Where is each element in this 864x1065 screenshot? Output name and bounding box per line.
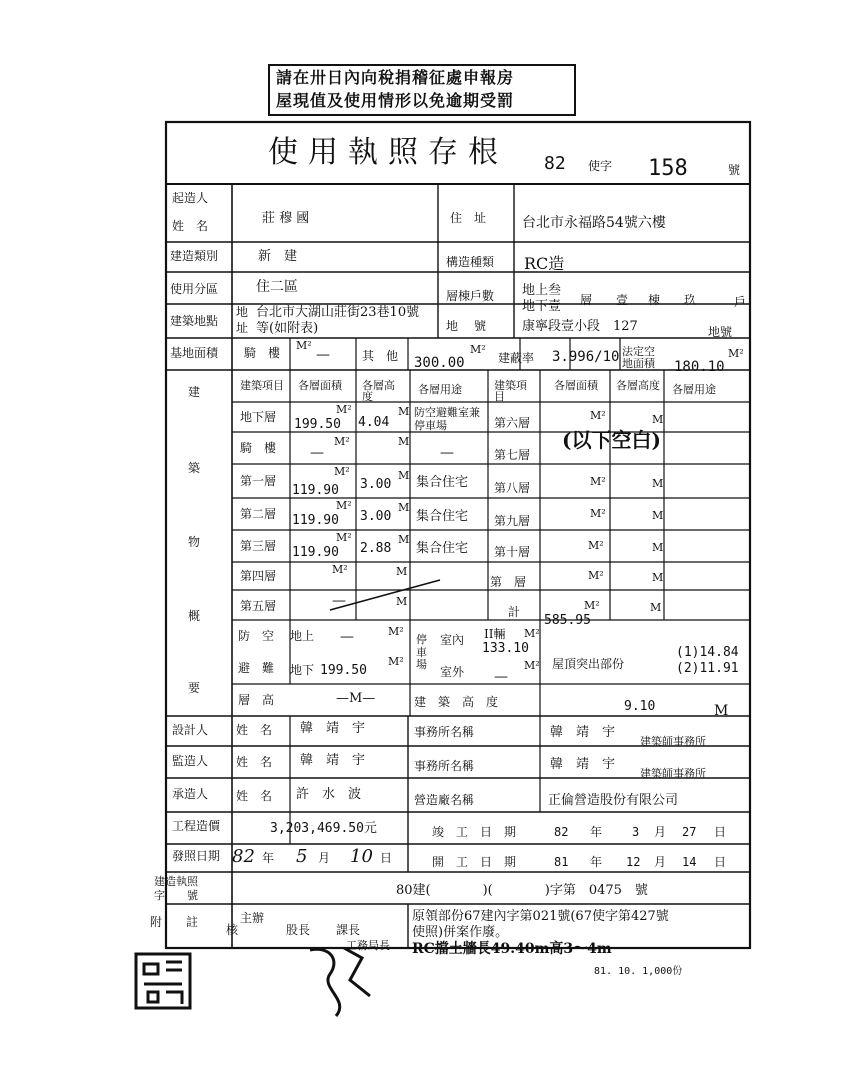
parking-in-unit: M² <box>524 627 540 640</box>
left-row-height: 3.00 <box>360 509 392 524</box>
building-height-label: 建 築 高 度 <box>414 695 499 709</box>
cost-label: 工程造價 <box>172 819 221 833</box>
shelter-label-b: 避 難 <box>238 661 275 675</box>
left-row-name: 地下層 <box>240 410 277 424</box>
floors-hu: 戶 <box>734 295 747 309</box>
parking-out-value: — <box>494 669 508 685</box>
owner-address: 台北市永福路54號六樓 <box>522 215 666 231</box>
left-row-name: 第一層 <box>240 474 277 488</box>
floors-below: 地下壹 <box>522 299 562 314</box>
shelter-label-a: 防 空 <box>238 629 275 643</box>
build-type-label: 建造類別 <box>170 249 219 263</box>
unit-m: M <box>652 413 664 426</box>
roof-label: 屋頂突出部份 <box>552 657 625 671</box>
site-address-2: 等(如附表) <box>256 321 319 336</box>
floors-above: 地上叁 <box>522 283 562 298</box>
legal-space-unit: M² <box>728 347 744 360</box>
unit-m2: M² <box>590 507 606 520</box>
ceng-height-value: —M— <box>336 691 376 706</box>
left-row-name: 第二層 <box>240 507 277 521</box>
shelter-above-unit: M² <box>388 625 404 638</box>
issue-yue: 月 <box>318 851 331 865</box>
notes-label: 附 註 <box>150 915 199 929</box>
contractor-firm: 正倫營造股份有限公司 <box>548 793 679 808</box>
left-row-area: 119.90 <box>292 513 339 528</box>
completion-date-label: 竣 工 日 期 <box>432 825 517 839</box>
start-yue: 月 <box>654 855 667 869</box>
unit-m: M <box>396 595 408 608</box>
unit-m: M <box>398 469 410 482</box>
completion-ri: 日 <box>714 825 727 839</box>
unit-m: M <box>398 533 410 546</box>
parking-out-label: 室外 <box>440 665 465 679</box>
contractor-firm-label: 營造廠名稱 <box>414 793 475 807</box>
below-blank-note: (以下空白) <box>562 428 661 452</box>
site-lot: 康寧段壹小段 127 <box>522 319 638 334</box>
right-row-name: 第九層 <box>494 514 531 528</box>
issue-label: 發照日期 <box>172 849 221 863</box>
area-other-unit: M² <box>470 343 486 356</box>
parking-in-value: 133.10 <box>482 641 529 656</box>
shelter-below-label: 地下 <box>290 663 315 677</box>
start-year: 81 <box>554 855 569 869</box>
right-row-name: 第六層 <box>494 416 531 430</box>
signoff-e: 工務局長 <box>346 939 390 952</box>
unit-m: M <box>652 571 664 584</box>
seal-mark-icon <box>134 952 192 1010</box>
coverage-label: 建蔽率 <box>498 351 535 365</box>
start-month: 12 <box>626 855 641 869</box>
site-label: 建築地點 <box>170 314 219 328</box>
zone-label: 使用分區 <box>170 282 219 296</box>
supervisor-name: 韓 靖 宇 <box>300 753 366 768</box>
print-footnote: 81. 10. 1,000份 <box>594 966 683 977</box>
legal-space-label-b: 地面積 <box>622 357 655 370</box>
form-hao: 號 <box>728 163 741 177</box>
area-arcade-unit: M² <box>296 339 312 352</box>
structure-label: 構造種類 <box>446 255 495 269</box>
unit-m2: M² <box>334 435 350 448</box>
permit-text: 80建( )( )字第 0475 號 <box>396 883 648 898</box>
owner-address-label: 住 址 <box>450 211 487 225</box>
left-row-use: — <box>440 445 454 461</box>
issue-month: 5 <box>296 846 308 867</box>
supervisor-name-label: 姓 名 <box>236 755 273 769</box>
right-row-name: 第七層 <box>494 448 531 462</box>
left-row-area: 199.50 <box>294 417 341 432</box>
designer-office-label: 事務所名稱 <box>414 725 475 739</box>
building-side-label-1: 建 <box>188 385 201 399</box>
signoff-b: 核 <box>226 923 239 937</box>
designer-label: 設計人 <box>172 723 209 737</box>
head-item-2: 建築項目 <box>494 379 527 403</box>
unit-m2: M² <box>336 531 352 544</box>
unit-m2: M² <box>588 569 604 582</box>
site-addr-label-a: 地 <box>236 305 249 319</box>
start-nian: 年 <box>590 855 603 869</box>
zone-value: 住二區 <box>256 279 298 295</box>
shelter-above-value: — <box>340 629 354 645</box>
form-title: 使用執照存根 <box>268 135 508 170</box>
floors-dong: 棟 <box>648 293 661 307</box>
start-day: 14 <box>682 855 697 869</box>
head-use-2: 各層用途 <box>672 383 716 396</box>
signature-mark-icon <box>300 940 380 1026</box>
site-addr-label-b: 址 <box>236 321 249 335</box>
completion-nian: 年 <box>590 825 603 839</box>
designer-name-label: 姓 名 <box>236 723 273 737</box>
start-ri: 日 <box>714 855 727 869</box>
ceng-height-label: 層 高 <box>238 693 275 707</box>
owner-label-a: 起造人 <box>172 191 209 205</box>
left-row-use: 防空避難室兼停車場 <box>414 406 480 433</box>
left-row-area: 119.90 <box>292 483 339 498</box>
total-value: 585.95 <box>544 613 591 628</box>
notes-text-1: 原領部份67建內字第021號(67使字第427號 <box>412 909 669 924</box>
left-row-name: 第五層 <box>240 599 277 613</box>
head-area-2: 各層面積 <box>554 379 598 392</box>
left-row-area: — <box>310 445 324 461</box>
left-row-area: — <box>332 593 346 609</box>
completion-year: 82 <box>554 825 569 839</box>
stamp-line-1: 請在卅日內向稅捐稽征處申報房 <box>276 68 515 87</box>
designer-name: 韓 靖 宇 <box>300 721 366 736</box>
total-label: 計 <box>508 605 521 619</box>
legal-space-label-a: 法定空 <box>622 345 655 358</box>
unit-m: M <box>652 509 664 522</box>
head-height: 各層高度 <box>362 379 395 403</box>
owner-name: 莊 穆 國 <box>262 211 310 226</box>
supervisor-office-suffix: 建築師事務所 <box>640 767 706 780</box>
form-use-char: 使字 <box>588 159 613 173</box>
area-label: 基地面積 <box>170 346 219 360</box>
left-row-name: 第三層 <box>240 539 277 553</box>
designer-office-suffix: 建築師事務所 <box>640 735 706 748</box>
floors-ceng: 層 <box>580 293 593 307</box>
left-row-name: 騎 樓 <box>240 441 277 455</box>
issue-year: 82 <box>232 846 255 867</box>
area-arcade-value: — <box>316 347 330 363</box>
legal-space-value: 180.10 <box>674 359 725 375</box>
unit-m: M <box>398 435 410 448</box>
notes-text-2: 使照)併案作廢。 <box>412 925 509 940</box>
unit-m2: M² <box>590 475 606 488</box>
building-side-label-3: 物 <box>188 535 201 549</box>
notes-text-3: RC擋土牆長49.40m高3～4m <box>412 941 612 957</box>
contractor-label: 承造人 <box>172 787 209 801</box>
area-arcade: 騎 樓 <box>244 346 281 360</box>
designer-office: 韓 靖 宇 <box>550 725 616 740</box>
permit-label-a: 建造執照 <box>154 875 198 888</box>
roof-value-1: (1)14.84 <box>676 645 739 660</box>
stamp-line-2: 屋現值及使用情形以免逾期受罰 <box>276 91 515 110</box>
building-side-label-5: 要 <box>188 681 201 695</box>
completion-month: 3 <box>632 825 640 839</box>
unit-m: M <box>652 477 664 490</box>
signoff-c: 股長 <box>286 923 311 937</box>
parking-count: II輛 <box>484 627 506 641</box>
left-row-height: 4.04 <box>358 415 390 430</box>
floors-count: 玖 <box>684 293 697 307</box>
shelter-above-label: 地上 <box>290 629 315 643</box>
unit-m: M <box>650 601 662 614</box>
roof-value-2: (2)11.91 <box>676 661 739 676</box>
signoff-a: 主辦 <box>240 911 265 925</box>
right-row-name: 第十層 <box>494 545 531 559</box>
building-side-label-2: 築 <box>188 461 201 475</box>
building-side-label-4: 概 <box>188 609 201 623</box>
permit-label-b: 字 號 <box>154 889 198 902</box>
site-lot-label-b: 號 <box>474 319 487 333</box>
shelter-below-unit: M² <box>388 655 404 668</box>
unit-m2: M² <box>588 539 604 552</box>
unit-m2: M² <box>334 465 350 478</box>
site-lot-suffix: 地號 <box>708 325 733 339</box>
coverage-value: 3.996/10 <box>552 349 620 365</box>
unit-m2: M² <box>590 409 606 422</box>
completion-day: 27 <box>682 825 697 839</box>
supervisor-office-label: 事務所名稱 <box>414 759 475 773</box>
floors-label: 層棟戶數 <box>446 289 495 303</box>
contractor-name-label: 姓 名 <box>236 789 273 803</box>
completion-yue: 月 <box>654 825 667 839</box>
parking-label: 停車場 <box>416 633 427 672</box>
issue-nian: 年 <box>262 851 275 865</box>
building-height-value: 9.10 <box>624 699 656 714</box>
unit-m2: M² <box>336 499 352 512</box>
owner-label-b: 姓 名 <box>172 219 209 233</box>
head-height-2: 各層高度 <box>616 379 660 392</box>
site-lot-label-a: 地 <box>446 319 459 333</box>
building-height-unit: M <box>714 703 729 719</box>
left-row-name: 第四層 <box>240 569 277 583</box>
right-row-name: 第八層 <box>494 481 531 495</box>
unit-m: M <box>398 501 410 514</box>
parking-in-label: 室內 <box>440 633 465 647</box>
right-row-name: 第 層 <box>490 575 527 589</box>
head-use: 各層用途 <box>418 383 462 396</box>
issue-ri: 日 <box>380 851 393 865</box>
form-year: 82 <box>544 153 566 174</box>
left-row-height: 2.88 <box>360 541 392 556</box>
total-unit: M² <box>584 599 600 612</box>
parking-out-unit: M² <box>524 659 540 672</box>
left-row-area: 119.90 <box>292 545 339 560</box>
floors-one: 壹 <box>616 293 629 307</box>
unit-m2: M² <box>332 563 348 576</box>
area-other-label: 其 他 <box>362 349 399 363</box>
unit-m2: M² <box>336 403 352 416</box>
unit-m: M <box>396 565 408 578</box>
head-item: 建築項目 <box>240 379 284 392</box>
structure-value: RC造 <box>524 254 565 273</box>
site-address-1: 台北市大湖山莊街23巷10號 <box>256 305 420 320</box>
left-row-height: 3.00 <box>360 477 392 492</box>
unit-m: M <box>398 405 410 418</box>
cost-value: 3,203,469.50元 <box>270 821 377 836</box>
shelter-below-value: 199.50 <box>320 663 367 678</box>
signoff-d: 課長 <box>336 923 361 937</box>
left-row-use: 集合住宅 <box>416 541 469 556</box>
area-other-value: 300.00 <box>414 355 465 371</box>
contractor-name: 許 水 波 <box>296 787 362 802</box>
left-row-use: 集合住宅 <box>416 475 469 490</box>
issue-day: 10 <box>350 846 373 867</box>
supervisor-label: 監造人 <box>172 754 209 768</box>
supervisor-office: 韓 靖 宇 <box>550 757 616 772</box>
unit-m: M <box>652 541 664 554</box>
left-row-use: 集合住宅 <box>416 509 469 524</box>
build-type-value: 新 建 <box>258 249 298 264</box>
head-area: 各層面積 <box>298 379 342 392</box>
form-number: 158 <box>648 156 688 181</box>
start-date-label: 開 工 日 期 <box>432 855 517 869</box>
